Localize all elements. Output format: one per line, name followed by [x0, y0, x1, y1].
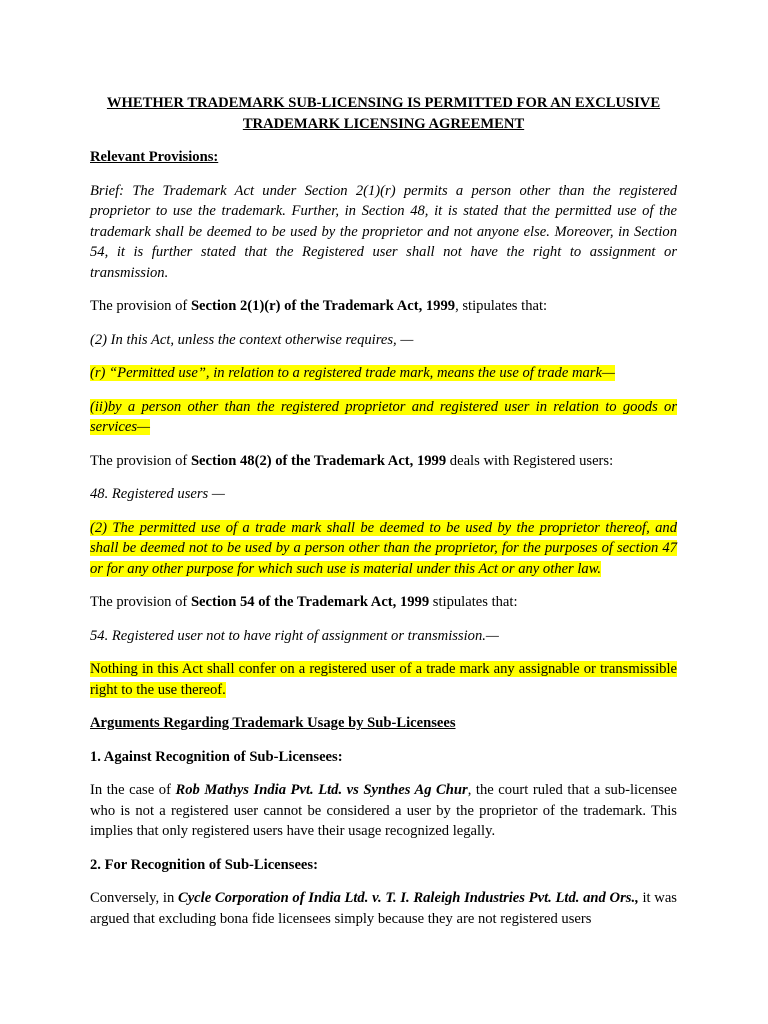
for-heading: 2. For Recognition of Sub-Licensees:: [90, 856, 318, 873]
highlighted-text: (r) “Permitted use”, in relation to a registered trade mark, means the use of trade mark—: [90, 365, 615, 381]
section-reference: Section 48(2) of the Trademark Act, 1999: [190, 452, 447, 469]
relevant-provisions-heading: Relevant Provisions:: [90, 149, 219, 165]
section-54-text: [90, 659, 677, 700]
section-54-title: 54. Registered user not to have right of assignment or transmission.—: [90, 627, 499, 644]
section-2-ii-text: [90, 397, 677, 438]
section-2-r-text: [90, 363, 677, 384]
section-48-2-text: [90, 518, 677, 580]
case-name: Rob Mathys India Pvt. Ltd. vs Synthes Ag Chur: [175, 782, 468, 798]
provision-2-1-r-intro: The provision of Section 2(1)(r) of the Trademark Act, 1999, stipulates that:: [90, 298, 548, 314]
highlighted-text: (ii)by a person other than the registered proprietor and registered user in relation to goods or services—: [90, 398, 677, 435]
document-page: [90, 93, 677, 942]
document-title: WHETHER TRADEMARK SUB-LICENSING IS PERMITTED FOR AN EXCLUSIVE TRADEMARK LICENSING AGREEMENT: [106, 95, 661, 132]
provision-54-intro: The provision of Section 54 of the Trademark Act, 1999 stipulates that:: [90, 594, 518, 610]
section-reference: Section 2(1)(r) of the Trademark Act, 1999: [190, 298, 456, 314]
case-name: Cycle Corporation of India Ltd. v. T. I. Raleigh Industries Pvt. Ltd. and Ors.,: [177, 890, 639, 906]
brief-paragraph: Brief: The Trademark Act under Section 2(1)(r) permits a person other than the registered proprietor to use the trademark. Further, in Section 48, it is stated that the permitted use of the trademark shall be deemed to be used by the proprietor and not anyone else. Moreover, in Section 54, it is further stated that the Registered user shall not have the right to assignment or transmission.: [90, 182, 677, 281]
highlighted-text: Nothing in this Act shall confer on a registered user of a trade mark any assignable or transmissible right to the use thereof.: [90, 661, 677, 698]
section-48-title: 48. Registered users —: [90, 486, 225, 502]
highlighted-text: (2) The permitted use of a trade mark shall be deemed to be used by the proprietor thereof, and shall be deemed not to be used by a person other than the proprietor, for the purposes of section 47 or for any other purpose for which such use is material under this Act or any other law.: [90, 519, 677, 577]
section-2-intro: (2) In this Act, unless the context otherwise requires, —: [90, 331, 414, 348]
arguments-heading: Arguments Regarding Trademark Usage by Sub-Licensees: [90, 715, 456, 731]
against-paragraph: In the case of Rob Mathys India Pvt. Ltd. vs Synthes Ag Chur, the court ruled that a sub-licensee who is not a registered user cannot be considered a user by the proprietor of the trademark. This implies that only registered users have their usage recognized legally.: [90, 782, 677, 839]
section-reference: Section 54 of the Trademark Act, 1999: [190, 594, 430, 610]
for-paragraph: Conversely, in Cycle Corporation of India Ltd. v. T. I. Raleigh Industries Pvt. Ltd. and Ors., it was argued that excluding bona fide licensees simply because they are not registered users: [90, 890, 677, 927]
against-heading: 1. Against Recognition of Sub-Licensees:: [90, 748, 343, 765]
provision-48-intro: The provision of Section 48(2) of the Trademark Act, 1999 deals with Registered users:: [90, 452, 614, 469]
